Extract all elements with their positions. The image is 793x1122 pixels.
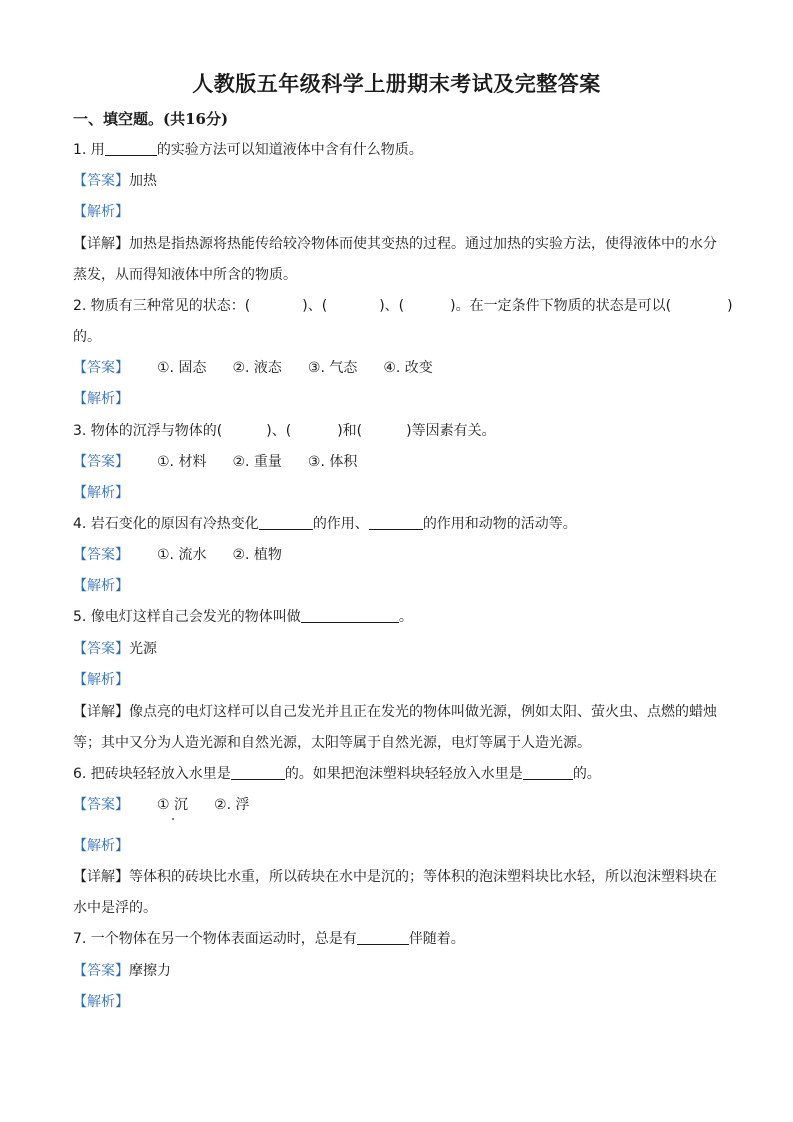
answer-label: 【答案】 [73,797,129,813]
answer-label: 【答案】 [73,454,129,470]
page-title: 人教版五年级科学上册期末考试及完整答案 [192,71,601,96]
stray-dot [172,818,174,820]
answer-label: 【答案】 [73,360,129,376]
answer-5: 【答案】光源 [73,641,157,657]
detail-1-line-2: 蒸发，从而得知液体中所含的物质。 [73,267,297,283]
question-2: 2. 物质有三种常见的状态：( )、( )、( )。在一定条件下物质的状态是可以( ) [73,298,733,314]
answer-blank [259,515,313,530]
question-3: 3. 物体的沉浮与物体的( )、( )和( )等因素有关。 [73,423,496,439]
detail-1-line-1: 【详解】加热是指热源将热能传给较冷物体而使其变热的过程。通过加热的实验方法，使得液体中的水分 [73,236,717,252]
answer-4: 【答案】 ①. 流水 ②. 植物 [73,547,282,563]
answer-blank [523,765,573,780]
detail-6-line-1: 【详解】等体积的砖块比水重，所以砖块在水中是沉的；等体积的泡沫塑料块比水轻，所以泡沫塑料块在 [73,869,717,885]
section-heading: 一、填空题。(共16分) [73,110,229,128]
answer-6: 【答案】 ① 沉 ②. 浮 [73,797,250,813]
analysis-label: 【解析】 [73,672,129,688]
answer-label: 【答案】 [73,547,129,563]
question-2-line-2: 的。 [73,329,101,345]
analysis-label: 【解析】 [73,391,129,407]
detail-6-line-2: 水中是浮的。 [73,900,157,916]
detail-5-line-1: 【详解】像点亮的电灯这样可以自己发光并且正在发光的物体叫做光源，例如太阳、萤火虫、点燃的蜡烛 [73,704,717,720]
question-7: 7. 一个物体在另一个物体表面运动时，总是有 伴随着。 [73,931,465,947]
answer-blank [357,930,409,945]
answer-3: 【答案】 ①. 材料 ②. 重量 ③. 体积 [73,454,358,470]
answer-blank [301,608,399,623]
analysis-label: 【解析】 [73,994,129,1010]
question-4: 4. 岩石变化的原因有冷热变化 的作用、 的作用和动物的活动等。 [73,516,577,532]
answer-label: 【答案】 [73,173,129,189]
answer-label: 【答案】 [73,641,129,657]
detail-label: 【详解】 [73,869,129,885]
answer-blank [105,141,157,156]
question-5: 5. 像电灯这样自己会发光的物体叫做 。 [73,609,413,625]
answer-label: 【答案】 [73,963,129,979]
detail-5-line-2: 等；其中又分为人造光源和自然光源，太阳等属于自然光源，电灯等属于人造光源。 [73,735,591,751]
analysis-label: 【解析】 [73,578,129,594]
detail-label: 【详解】 [73,236,129,252]
answer-blank [231,765,285,780]
answer-blank [369,515,423,530]
answer-7: 【答案】摩擦力 [73,963,171,979]
question-6: 6. 把砖块轻轻放入水里是 的。如果把泡沫塑料块轻轻放入水里是 的。 [73,766,601,782]
analysis-label: 【解析】 [73,838,129,854]
analysis-label: 【解析】 [73,485,129,501]
answer-2: 【答案】 ①. 固态 ②. 液态 ③. 气态 ④. 改变 [73,360,433,376]
question-1: 1. 用 的实验方法可以知道液体中含有什么物质。 [73,142,423,158]
analysis-label: 【解析】 [73,204,129,220]
answer-1: 【答案】加热 [73,173,157,189]
detail-label: 【详解】 [73,704,129,720]
